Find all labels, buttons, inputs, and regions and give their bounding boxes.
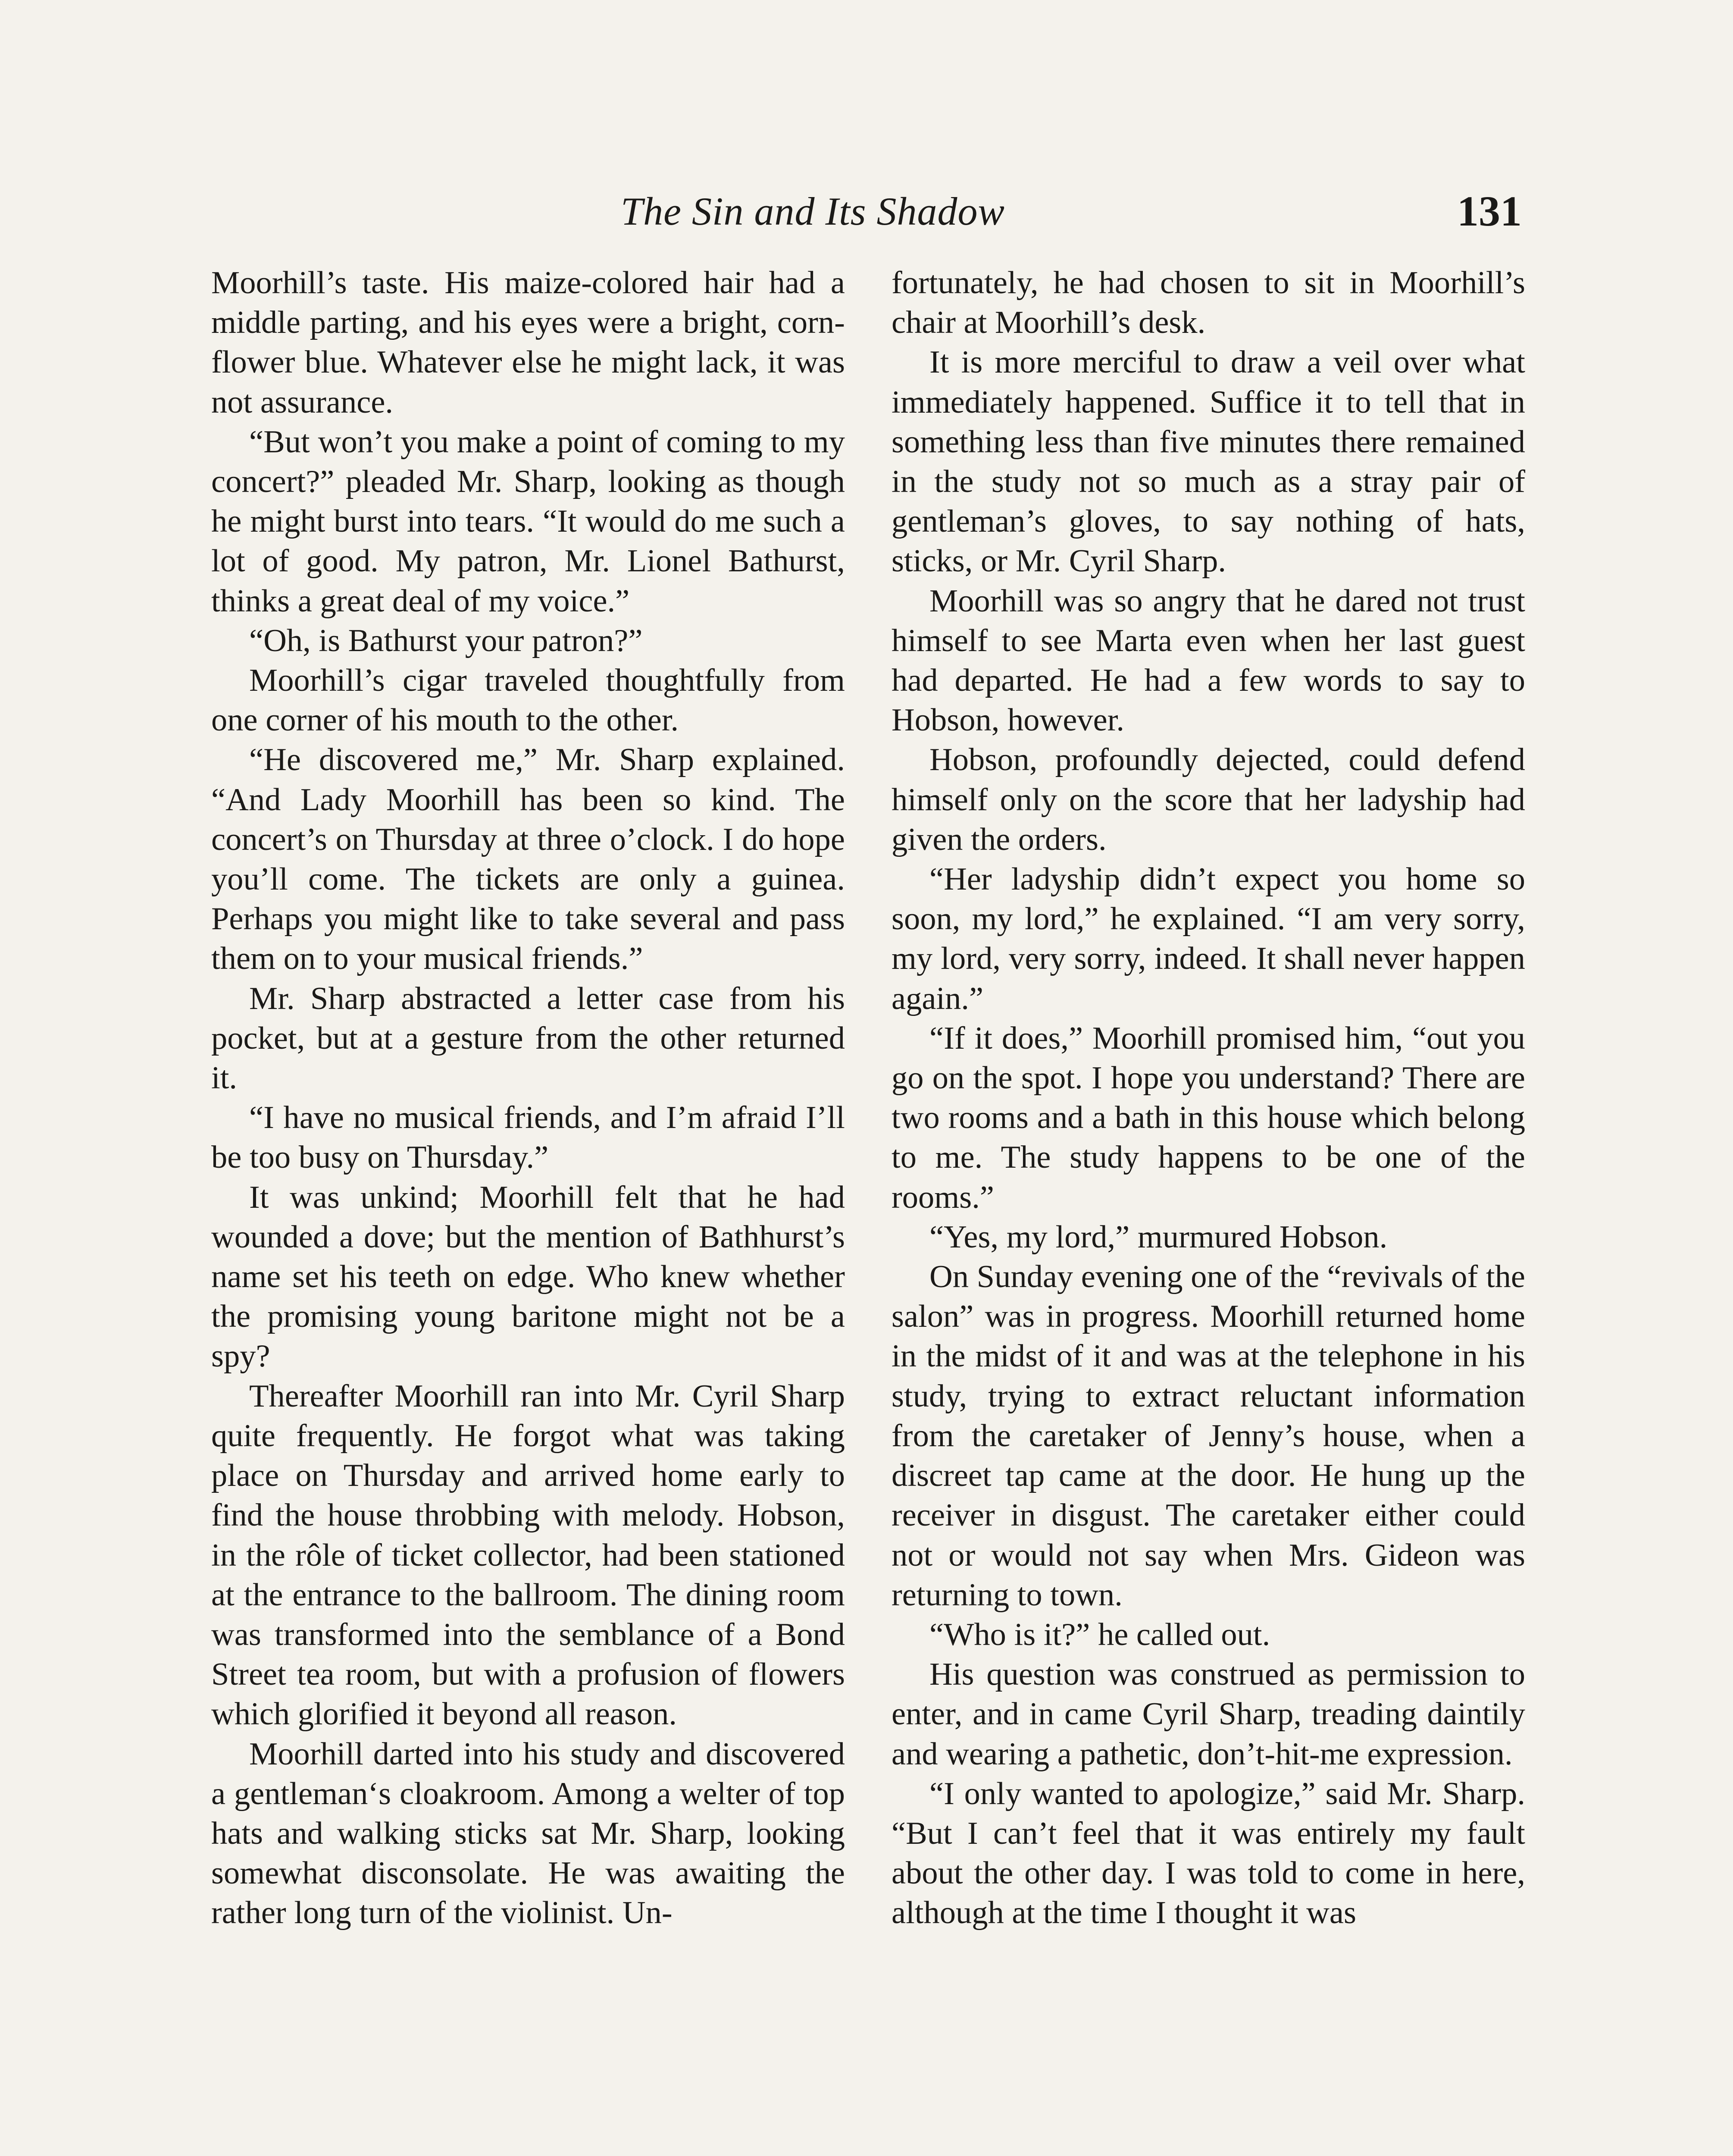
- paragraph: Thereafter Moorhill ran into Mr. Cyril Sharp quite frequently. He forgot what was taking place on Thursday and arrived home early to find the house throbbing with melody. Hobson, in the rôle of ticket collector, had been stationed at the entrance to the ballroom. The dining room was transformed into the semblance of a Bond Street tea room, but with a profusion of flowers which glorified it beyond all reason.: [211, 1378, 845, 1732]
- page-header: [0, 185, 1733, 237]
- paragraph: Hobson, profoundly dejected, could defend himself only on the score that her ladyship had given the orders.: [892, 742, 1525, 857]
- paragraph: “Her ladyship didn’t expect you home so soon, my lord,” he explained. “I am very sorry, my lord, very sorry, indeed. It shall never happen again.”: [892, 862, 1525, 1016]
- paragraph: Moorhill’s cigar traveled thoughtfully from one corner of his mouth to the other.: [211, 663, 845, 738]
- paragraph: “I have no musical friends, and I’m afraid I’ll be too busy on Thursday.”: [211, 1100, 845, 1175]
- paragraph: Moorhill was so angry that he dared not trust himself to see Marta even when her last guest had departed. He had a few words to say to Hobson, however.: [892, 583, 1525, 738]
- paragraph: His question was construed as permission to enter, and in came Cyril Sharp, treading daintily and wearing a pathetic, don’t-hit-me expression.: [892, 1657, 1525, 1772]
- paragraph: “Who is it?” he called out.: [929, 1617, 1270, 1652]
- page-number: 131: [1457, 187, 1522, 235]
- paragraph: Mr. Sharp abstracted a letter case from his pocket, but at a gesture from the other returned it.: [211, 981, 845, 1096]
- paragraph: Moorhill’s taste. His maize-colored hair had a middle parting, and his eyes were a bright, corn-flower blue. Whatever else he might lack, it was not assurance.: [211, 265, 845, 420]
- paragraph: “Oh, is Bathurst your patron?”: [249, 623, 643, 658]
- left-column: [211, 263, 845, 1933]
- paragraph: “If it does,” Moorhill promised him, “out you go on the spot. I hope you understand? There are two rooms and a bath in this house which belong to me. The study happens to be one of the rooms.”: [892, 1020, 1525, 1215]
- paragraph: Moorhill darted into his study and discovered a gentleman‘s cloakroom. Among a welter of top hats and walking sticks sat Mr. Sharp, looking somewhat disconsolate. He was awaiting the rather long turn of the violinist. Un-: [211, 1736, 845, 1931]
- paragraph: “Yes, my lord,” murmured Hobson.: [929, 1219, 1388, 1255]
- paragraph: fortunately, he had chosen to sit in Moorhill’s chair at Moorhill’s desk.: [892, 265, 1525, 341]
- running-title: The Sin and Its Shadow: [621, 189, 1005, 233]
- paragraph: “But won’t you make a point of coming to my concert?” pleaded Mr. Sharp, looking as though he might burst into tears. “It would do me such a lot of good. My patron, Mr. Lionel Bathurst, thinks a great deal of my voice.”: [211, 424, 845, 619]
- paragraph: It is more merciful to draw a veil over what immediately happened. Suffice it to tell that in something less than five minutes there remained in the study not so much as a stray pair of gentleman’s gloves, to say nothing of hats, sticks, or Mr. Cyril Sharp.: [892, 345, 1525, 579]
- paragraph: It was unkind; Moorhill felt that he had wounded a dove; but the mention of Bathhurst’s name set his teeth on edge. Who knew whether the promising young baritone might not be a spy?: [211, 1179, 845, 1374]
- paragraph: “I only wanted to apologize,” said Mr. Sharp. “But I can’t feel that it was entirely my fault about the other day. I was told to come in here, although at the time I thought it was: [892, 1776, 1525, 1931]
- right-column: [892, 263, 1525, 1933]
- paragraph: “He discovered me,” Mr. Sharp explained. “And Lady Moorhill has been so kind. The concert’s on Thursday at three o’clock. I do hope you’ll come. The tickets are only a guinea. Perhaps you might like to take several and pass them on to your musical friends.”: [211, 742, 845, 977]
- paragraph: On Sunday evening one of the “revivals of the salon” was in progress. Moorhill returned home in the midst of it and was at the telephone in his study, trying to extract reluctant information from the caretaker of Jenny’s house, when a discreet tap came at the door. He hung up the receiver in disgust. The caretaker either could not or would not say when Mrs. Gideon was returning to town.: [892, 1259, 1525, 1613]
